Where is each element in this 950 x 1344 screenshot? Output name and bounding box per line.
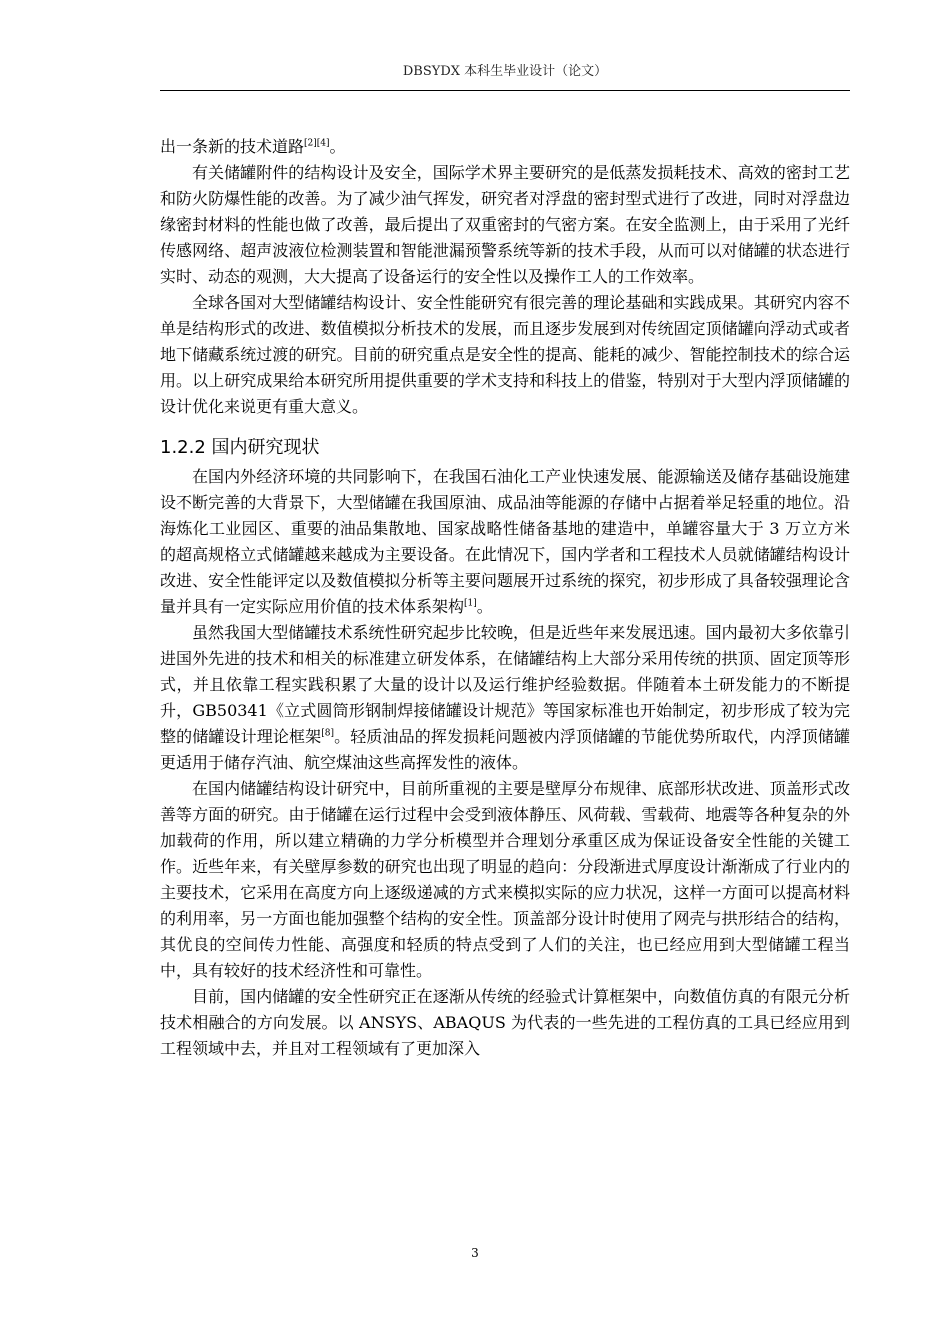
paragraph-safety-simulation: 目前，国内储罐的安全性研究正在逐渐从传统的经验式计算框架中，向数值仿真的有限元分析技术相融合的方向发展。以 ANSYS、ABAQUS 为代表的一些先进的工程仿真的工具已经应用到工程领域中去，并且对工程领域有了更加深入 [160, 987, 850, 1058]
paragraph-domestic-development [160, 620, 850, 776]
paragraph-text: 虽然我国大型储罐技术系统性研究起步比较晚，但是近些年来发展迅速。国内最初大多依靠引进国外先进的技术和相关的标准建立研发体系，在储罐结构上大部分采用传统的拱顶、固定顶等形式，并且依靠工程实践积累了大量的设计以及运行维护经验数据。伴随着本土研发能力的不断提升，GB50341《立式圆筒形钢制焊接储罐设计规范》等国家标准也开始制定，初步形成了较为完整的储罐设计理论框架 [160, 623, 850, 746]
section-heading: 1.2.2 国内研究现状 [160, 437, 320, 458]
paragraph-tail: 。 [476, 597, 493, 616]
paragraph-structural-design: 在国内储罐结构设计研究中，目前所重视的主要是壁厚分布规律、底部形状改进、顶盖形式改善等方面的研究。由于储罐在运行过程中会受到液体静压、风荷载、雪载荷、地震等各种复杂的外加载荷的作用，所以建立精确的力学分析模型并合理划分承重区成为保证设备安全性能的关键工作。近些年来，有关壁厚参数的研究也出现了明显的趋向：分段渐进式厚度设计渐渐成了行业内的主要技术，它采用在高度方向上逐级递减的方式来模拟实际的应力状况，这样一方面可以提高材料的利用率，另一方面也能加强整个结构的安全性。顶盖部分设计时使用了网壳与拱形结合的结构，其优良的空间传力性能、高强度和轻质的特点受到了人们的关注，也已经应用到大型储罐工程当中，具有较好的技术经济性和可靠性。 [160, 779, 850, 980]
paragraph-continuation [160, 134, 850, 160]
paragraph-global-research: 全球各国对大型储罐结构设计、安全性能研究有很完善的理论基础和实践成果。其研究内容不单是结构形式的改进、数值模拟分析技术的发展，而且逐步发展到对传统固定顶储罐向浮动式或者地下储藏系统过渡的研究。目前的研究重点是安全性的提高、能耗的减少、智能控制技术的综合运用。以上研究成果给本研究所用提供重要的学术支持和科技上的借鉴，特别对于大型内浮顶储罐的设计优化来说更有重大意义。 [160, 293, 850, 416]
citation-marker: [1] [464, 598, 477, 609]
body-text [160, 134, 850, 1062]
citation-marker: [8] [321, 728, 334, 739]
paragraph-domestic-background [160, 464, 850, 620]
citation-marker: [2][4] [304, 138, 330, 149]
paragraph-tail: 。 [329, 137, 346, 156]
paragraph-text: 在国内外经济环境的共同影响下，在我国石油化工产业快速发展、能源输送及储存基础设施建设不断完善的大背景下，大型储罐在我国原油、成品油等能源的存储中占据着举足轻重的地位。沿海炼化工业园区、重要的油品集散地、国家战略性储备基地的建造中，单罐容量大于 3 万立方米的超高规格立式储罐越来越成为主要设备。在此情况下，国内学者和工程技术人员就储罐结构设计改进、安全性能评定以及数值模拟分析等主要问题展开过系统的探究，初步形成了具备较强理论含量并具有一定实际应用价值的技术体系架构 [160, 467, 850, 616]
running-header: DBSYDX 本科生毕业设计（论文） [402, 64, 608, 79]
paragraph-accessories-safety: 有关储罐附件的结构设计及安全，国际学术界主要研究的是低蒸发损耗技术、高效的密封工艺和防火防爆性能的改善。为了减少油气挥发，研究者对浮盘的密封型式进行了改进，同时对浮盘边缘密封材料的性能也做了改善，最后提出了双重密封的气密方案。在安全监测上，由于采用了光纤传感网络、超声波液位检测装置和智能泄漏预警系统等新的技术手段，从而可以对储罐的状态进行实时、动态的观测，大大提高了设备运行的安全性以及操作工人的工作效率。 [160, 163, 850, 286]
page-number: 3 [471, 1246, 479, 1260]
header-rule [160, 90, 850, 91]
paragraph-tail: 。轻质油品的挥发损耗问题被内浮顶储罐的节能优势所取代，内浮顶储罐更适用于储存汽油、航空煤油这些高挥发性的液体。 [160, 727, 850, 772]
paragraph-text: 出一条新的技术道路 [160, 137, 305, 156]
